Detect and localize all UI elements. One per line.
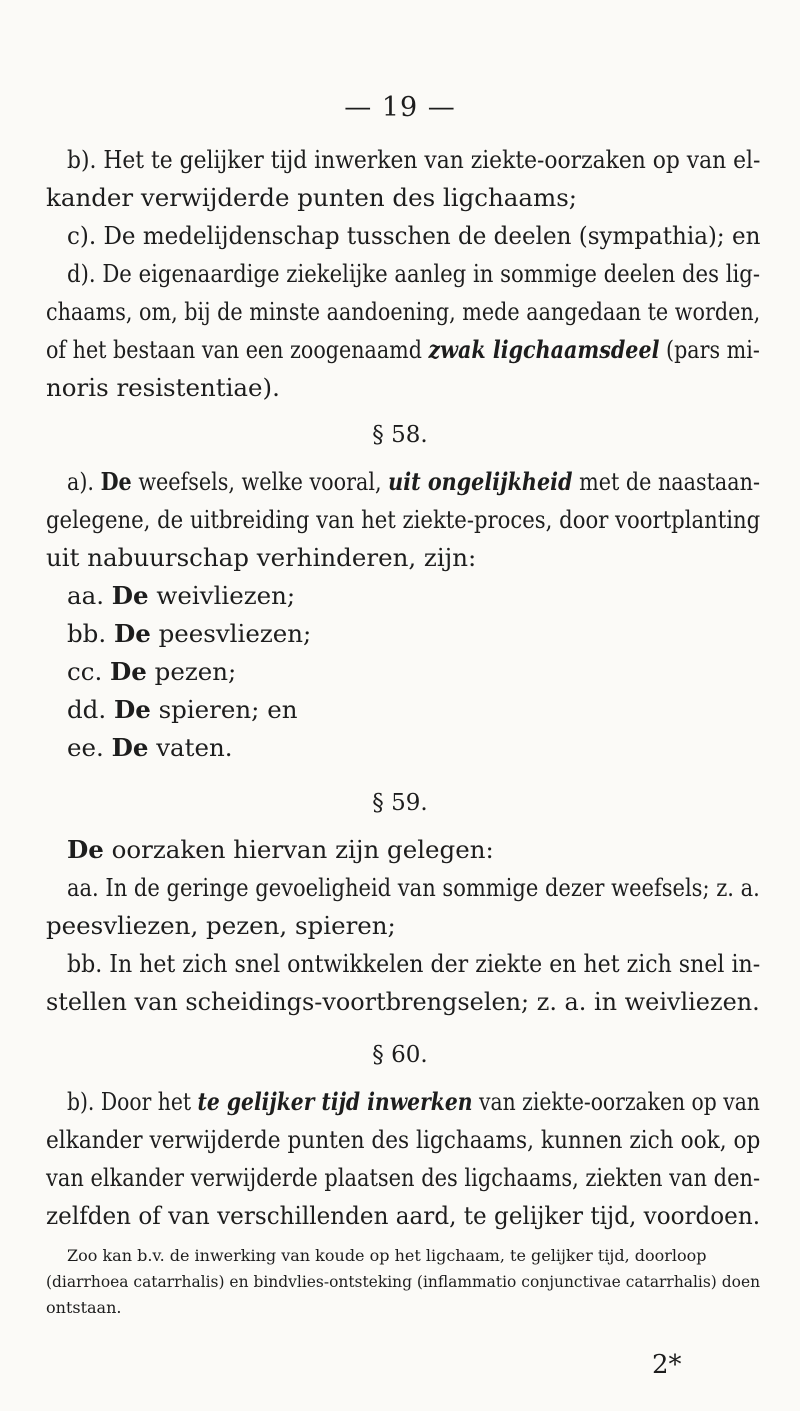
list-text: spieren; en [150,695,298,724]
text-segment: weefsels, welke vooral, [131,467,389,496]
text-line: stellen van scheidings-voortbrengselen; z. a. in weivliezen. [46,987,760,1016]
emphasis-text: uit ongelijkheid [388,467,573,496]
list-item [67,733,233,762]
note-line: (diarrhoea catarrhalis) en bindvlies-ontsteking (inflammatio conjunctivae catarrhalis) doen [46,1272,761,1291]
section-heading-58: § 58. [372,422,428,448]
text-segment: oorzaken hiervan zijn gelegen: [103,835,494,864]
signature-mark: 2* [652,1350,682,1380]
text-line: bb. In het zich snel ontwikkelen der ziekte en het zich snel in- [67,949,761,978]
list-marker: aa. [67,581,112,610]
list-item [67,619,312,648]
list-item [67,657,237,686]
list-item [67,695,298,724]
text-line: aa. In de geringe gevoeligheid van sommige dezer weefsels; z. a. [67,873,760,902]
text-line: peesvliezen, pezen, spieren; [46,911,396,940]
list-marker: dd. [67,695,114,724]
text-line [67,835,494,864]
text-line [67,467,760,496]
text-segment: b). Door het [67,1087,198,1116]
list-marker: ee. [67,733,112,762]
list-item [67,581,296,610]
text-segment: a). [67,467,101,496]
bold-text: De [113,619,151,648]
text-line: zelfden of van verschillenden aard, te gelijker tijd, voordoen. [46,1201,761,1230]
section-heading-59: § 59. [372,790,428,816]
list-text: vaten. [148,733,233,762]
text-line: kander verwijderde punten des ligchaams; [46,183,578,212]
list-text: peesvliezen; [150,619,312,648]
text-line: chaams, om, bij de minste aandoening, mede aangedaan te worden, [46,297,761,326]
text-line [46,335,760,364]
text-line: van elkander verwijderde plaatsen des ligchaams, ziekten van den- [46,1163,761,1192]
text-line [67,1087,760,1116]
text-segment: of het bestaan van een zoogenaamd [46,335,429,364]
emphasis-text: te gelijker tijd inwerken [197,1087,473,1116]
text-line: c). De medelijdenschap tusschen de deelen (sympathia); en [67,221,761,250]
note-line: ontstaan. [46,1298,122,1317]
bold-text: De [67,835,104,864]
bold-text: De [111,733,149,762]
list-marker: cc. [67,657,111,686]
note-line: Zoo kan b.v. de inwerking van koude op het ligchaam, te gelijker tijd, doorloop [67,1246,707,1265]
text-line: d). De eigenaardige ziekelijke aanleg in sommige deelen des lig- [67,259,760,288]
text-segment: van ziekte-oorzaken op van [472,1087,760,1116]
emphasis-text: zwak ligchaamsdeel [428,335,660,364]
page-number: — 19 — [344,92,456,123]
text-line: b). Het te gelijker tijd inwerken van ziekte-oorzaken op van el- [67,145,761,174]
text-line: gelegene, de uitbreiding van het ziekte-proces, door voortplanting [46,505,761,534]
list-text: weivliezen; [148,581,296,610]
text-segment: met de naastaan- [572,467,760,496]
text-line: uit nabuurschap verhinderen, zijn: [46,543,477,572]
text-line: noris resistentiae). [46,373,280,402]
bold-text: De [110,657,147,686]
bold-text: De [111,581,149,610]
bold-text: De [100,467,132,496]
text-line: elkander verwijderde punten des ligchaams, kunnen zich ook, op [46,1125,761,1154]
bold-text: De [113,695,151,724]
list-marker: bb. [67,619,114,648]
section-heading-60: § 60. [372,1042,428,1068]
text-segment: (pars mi- [659,335,760,364]
list-text: pezen; [146,657,237,686]
